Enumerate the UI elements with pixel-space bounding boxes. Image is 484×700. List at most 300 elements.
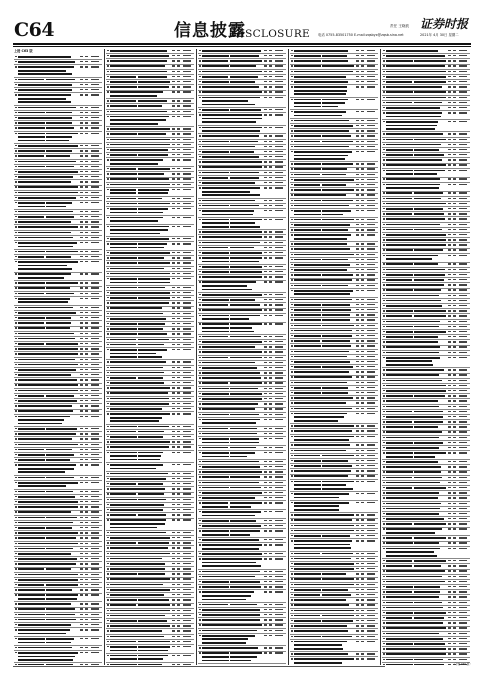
row-text: [356, 514, 359, 515]
row-text: [356, 210, 359, 211]
row-text: [91, 353, 99, 354]
row-text: [110, 238, 139, 240]
row-text: [264, 544, 267, 545]
row-text: [383, 352, 385, 353]
row-text: [367, 259, 375, 260]
row-text: [172, 664, 175, 665]
row-text: [414, 71, 446, 73]
row-text: [80, 216, 83, 217]
row-text: [356, 71, 359, 72]
row-text: [91, 568, 99, 569]
row-text: [199, 71, 201, 72]
row-text: [459, 218, 467, 219]
row-text: [138, 420, 159, 422]
row-text: [386, 426, 413, 428]
row-text: [177, 339, 180, 340]
row-text: [202, 100, 231, 102]
row-text: [291, 335, 293, 336]
row-text: [15, 117, 17, 118]
row-text: [448, 192, 451, 193]
row-text: [172, 372, 175, 373]
row-text: [356, 366, 359, 367]
row-text: [46, 574, 78, 576]
row-text: [110, 226, 139, 228]
row-text: [230, 247, 254, 249]
row-text: [202, 294, 230, 296]
row-text: [264, 315, 267, 316]
row-text: [448, 390, 451, 391]
row-text: [269, 482, 272, 483]
row-text: [453, 305, 456, 306]
row-text: [85, 464, 88, 465]
row-text: [291, 279, 293, 280]
row-text: [414, 184, 440, 186]
row-text: [18, 70, 46, 72]
row-text: [202, 544, 231, 546]
row-text: [383, 164, 385, 165]
row-text: [138, 173, 164, 175]
table-row: [290, 289, 378, 298]
row-text: [361, 99, 364, 100]
row-text: [448, 416, 451, 417]
row-text: [269, 109, 272, 110]
row-text: [138, 468, 156, 470]
row-text: [264, 571, 267, 572]
row-text: [383, 421, 385, 422]
row-text: [80, 482, 83, 483]
row-text: [294, 376, 322, 378]
row-text: [199, 276, 201, 277]
row-text: [275, 652, 283, 653]
row-text: [275, 200, 283, 201]
row-text: [183, 509, 191, 510]
row-text: [80, 537, 83, 538]
row-text: [110, 417, 140, 419]
row-text: [177, 367, 180, 368]
row-text: [199, 619, 201, 620]
row-text: [322, 439, 349, 441]
row-text: [386, 518, 414, 520]
row-text: [183, 173, 191, 174]
row-text: [322, 248, 350, 250]
row-text: [85, 647, 88, 648]
row-text: [80, 369, 83, 370]
row-text: [291, 205, 293, 206]
row-text: [448, 461, 451, 462]
row-text: [361, 130, 364, 131]
row-text: [199, 553, 201, 554]
row-text: [294, 530, 324, 532]
row-text: [172, 599, 175, 600]
row-text: [91, 261, 99, 262]
row-text: [367, 285, 375, 286]
row-text: [199, 205, 201, 206]
row-text: [15, 553, 17, 554]
row-text: [386, 369, 414, 371]
row-text: [46, 537, 76, 539]
row-text: [80, 273, 83, 274]
row-text: [107, 392, 109, 393]
row-text: [448, 300, 451, 301]
row-text: [322, 455, 354, 457]
row-text: [18, 136, 45, 138]
row-text: [202, 141, 229, 143]
row-text: [322, 130, 349, 132]
row-text: [46, 94, 71, 96]
row-text: [46, 307, 73, 309]
row-text: [367, 502, 375, 503]
row-text: [275, 299, 283, 300]
table-row: [198, 543, 286, 552]
row-text: [367, 553, 375, 554]
row-text: [85, 197, 88, 198]
row-text: [172, 573, 175, 574]
row-text: [183, 139, 191, 140]
row-text: [230, 447, 256, 449]
row-text: [386, 508, 416, 510]
row-text: [80, 405, 83, 406]
table-row: [198, 218, 286, 230]
row-text: [291, 330, 293, 331]
table-row: [106, 519, 194, 531]
row-text: [110, 573, 137, 575]
row-text: [199, 438, 201, 439]
row-text: [453, 310, 456, 311]
row-text: [356, 325, 359, 326]
row-text: [138, 408, 162, 410]
row-text: [80, 574, 83, 575]
row-text: [91, 517, 99, 518]
row-text: [183, 504, 191, 505]
row-text: [107, 105, 109, 106]
row-text: [356, 599, 359, 600]
row-text: [110, 91, 139, 93]
row-text: [85, 438, 88, 439]
row-text: [183, 203, 191, 204]
row-text: [138, 599, 169, 601]
row-text: [383, 406, 385, 407]
row-text: [322, 274, 353, 276]
row-text: [202, 177, 228, 179]
row-text: [383, 528, 385, 529]
row-text: [202, 652, 229, 654]
row-text: [448, 560, 451, 561]
row-text: [448, 149, 451, 150]
row-text: [414, 528, 442, 530]
row-text: [361, 351, 364, 352]
row-text: [91, 454, 99, 455]
row-text: [18, 532, 46, 534]
row-text: [18, 656, 48, 658]
row-text: [386, 374, 414, 376]
row-text: [264, 309, 267, 310]
row-text: [264, 299, 267, 300]
row-text: [383, 638, 385, 639]
row-text: [291, 125, 293, 126]
row-text: [361, 563, 364, 564]
row-text: [18, 563, 46, 565]
row-text: [183, 514, 191, 515]
row-text: [107, 664, 109, 665]
row-text: [269, 294, 272, 295]
row-text: [18, 410, 46, 412]
row-text: [322, 620, 353, 622]
row-text: [230, 60, 262, 62]
row-text: [361, 264, 364, 265]
row-text: [91, 638, 99, 639]
row-text: [172, 91, 175, 92]
row-text: [46, 117, 72, 119]
row-text: [46, 261, 78, 263]
row-text: [269, 609, 272, 610]
row-text: [459, 274, 467, 275]
row-text: [264, 357, 267, 358]
row-text: [230, 466, 260, 468]
table-row: [106, 188, 194, 197]
row-text: [46, 659, 73, 661]
row-text: [46, 161, 76, 163]
row-text: [85, 287, 88, 288]
row-text: [18, 216, 44, 218]
row-text: [199, 471, 201, 472]
row-text: [414, 269, 445, 271]
row-text: [322, 547, 351, 549]
row-text: [85, 202, 88, 203]
row-text: [138, 387, 170, 389]
row-text: [183, 50, 191, 51]
row-text: [322, 205, 349, 207]
row-text: [322, 111, 346, 113]
row-text: [361, 135, 364, 136]
row-text: [230, 182, 255, 184]
row-text: [172, 111, 175, 112]
row-text: [414, 570, 445, 572]
row-text: [230, 187, 260, 189]
row-text: [91, 221, 99, 222]
row-text: [367, 60, 375, 61]
row-text: [459, 203, 467, 204]
row-text: [110, 387, 139, 389]
row-text: [230, 266, 262, 268]
row-text: [361, 340, 364, 341]
row-text: [361, 146, 364, 147]
row-text: [183, 333, 191, 334]
row-text: [386, 116, 415, 118]
row-text: [448, 570, 451, 571]
row-text: [269, 433, 272, 434]
row-text: [322, 475, 348, 477]
row-text: [269, 511, 272, 512]
row-text: [202, 182, 231, 184]
row-text: [414, 229, 442, 231]
row-text: [110, 282, 137, 284]
row-text: [202, 393, 229, 395]
row-text: [46, 553, 71, 555]
row-text: [322, 488, 353, 490]
row-text: [138, 208, 168, 210]
row-text: [110, 413, 140, 415]
row-text: [110, 159, 138, 161]
row-text: [294, 248, 322, 250]
table-row: [106, 645, 194, 654]
row-text: [110, 220, 138, 222]
row-text: [414, 411, 443, 413]
row-text: [322, 238, 347, 240]
row-text: [453, 431, 456, 432]
row-text: [356, 436, 359, 437]
row-text: [80, 449, 83, 450]
row-text: [46, 145, 78, 147]
row-text: [294, 430, 322, 432]
row-text: [453, 627, 456, 628]
row-text: [183, 91, 191, 92]
row-text: [322, 290, 353, 292]
row-text: [183, 519, 191, 520]
row-text: [459, 586, 467, 587]
row-text: [107, 297, 109, 298]
row-text: [322, 285, 348, 287]
row-text: [177, 542, 180, 543]
row-text: [85, 506, 88, 507]
row-text: [269, 127, 272, 128]
row-text: [356, 168, 359, 169]
row-text: [264, 91, 267, 92]
row-text: [386, 305, 415, 307]
row-text: [367, 351, 375, 352]
row-text: [202, 609, 231, 611]
row-text: [91, 589, 99, 590]
row-text: [107, 553, 109, 554]
row-text: [361, 397, 364, 398]
row-text: [383, 565, 385, 566]
row-text: [202, 452, 229, 454]
row-text: [453, 164, 456, 165]
row-text: [46, 150, 72, 152]
row-text: [291, 397, 293, 398]
row-text: [85, 150, 88, 151]
row-text: [294, 413, 323, 415]
row-text: [386, 528, 415, 530]
row-text: [199, 236, 201, 237]
row-text: [110, 509, 140, 511]
row-text: [448, 622, 451, 623]
row-text: [453, 406, 456, 407]
row-text: [202, 304, 228, 306]
row-text: [202, 624, 231, 626]
row-text: [453, 91, 456, 92]
row-text: [85, 181, 88, 182]
row-text: [414, 128, 435, 130]
row-text: [361, 299, 364, 300]
row-text: [172, 71, 175, 72]
row-text: [322, 636, 352, 638]
row-text: [91, 343, 99, 344]
row-text: [414, 352, 439, 354]
row-text: [80, 614, 83, 615]
row-text: [448, 576, 451, 577]
row-text: [448, 612, 451, 613]
row-text: [386, 551, 414, 553]
row-text: [356, 86, 359, 87]
row-text: [172, 377, 175, 378]
row-text: [177, 392, 180, 393]
row-text: [383, 570, 385, 571]
row-text: [291, 615, 293, 616]
row-text: [202, 271, 229, 273]
row-text: [361, 475, 364, 476]
row-text: [80, 553, 83, 554]
row-text: [356, 371, 359, 372]
row-text: [230, 456, 247, 458]
row-text: [110, 372, 138, 374]
row-text: [177, 573, 180, 574]
row-text: [91, 348, 99, 349]
row-text: [18, 56, 46, 58]
row-text: [110, 630, 140, 632]
row-text: [361, 224, 364, 225]
row-text: [15, 491, 17, 492]
row-text: [386, 421, 412, 423]
row-text: [275, 581, 283, 582]
row-text: [85, 543, 88, 544]
row-text: [264, 576, 267, 577]
row-text: [138, 436, 163, 438]
row-text: [269, 86, 272, 87]
row-text: [107, 504, 109, 505]
row-text: [230, 609, 260, 611]
table-row: [198, 437, 286, 446]
row-text: [414, 192, 443, 194]
row-text: [172, 514, 175, 515]
row-text: [15, 202, 17, 203]
row-text: [199, 304, 201, 305]
row-text: [383, 607, 385, 608]
row-text: [110, 257, 137, 259]
row-text: [177, 243, 180, 244]
row-text: [85, 161, 88, 162]
row-text: [322, 214, 343, 216]
row-text: [18, 390, 46, 392]
row-text: [80, 226, 83, 227]
row-text: [46, 374, 71, 376]
row-text: [459, 284, 467, 285]
row-text: [448, 374, 451, 375]
row-text: [459, 121, 467, 122]
row-text: [91, 496, 99, 497]
row-text: [230, 367, 257, 369]
row-text: [15, 482, 17, 483]
row-text: [459, 305, 467, 306]
row-text: [275, 466, 283, 467]
row-text: [453, 102, 456, 103]
row-text: [18, 543, 47, 545]
row-text: [15, 652, 17, 653]
row-text: [110, 81, 137, 83]
row-text: [294, 470, 322, 472]
row-text: [85, 94, 88, 95]
row-text: [183, 488, 191, 489]
row-text: [230, 502, 262, 504]
row-text: [367, 200, 375, 201]
row-text: [199, 97, 201, 98]
row-text: [230, 309, 262, 311]
row-text: [322, 254, 354, 256]
row-text: [453, 50, 456, 51]
row-text: [294, 259, 321, 261]
row-text: [80, 379, 83, 380]
row-text: [138, 268, 164, 270]
row-text: [110, 455, 137, 457]
